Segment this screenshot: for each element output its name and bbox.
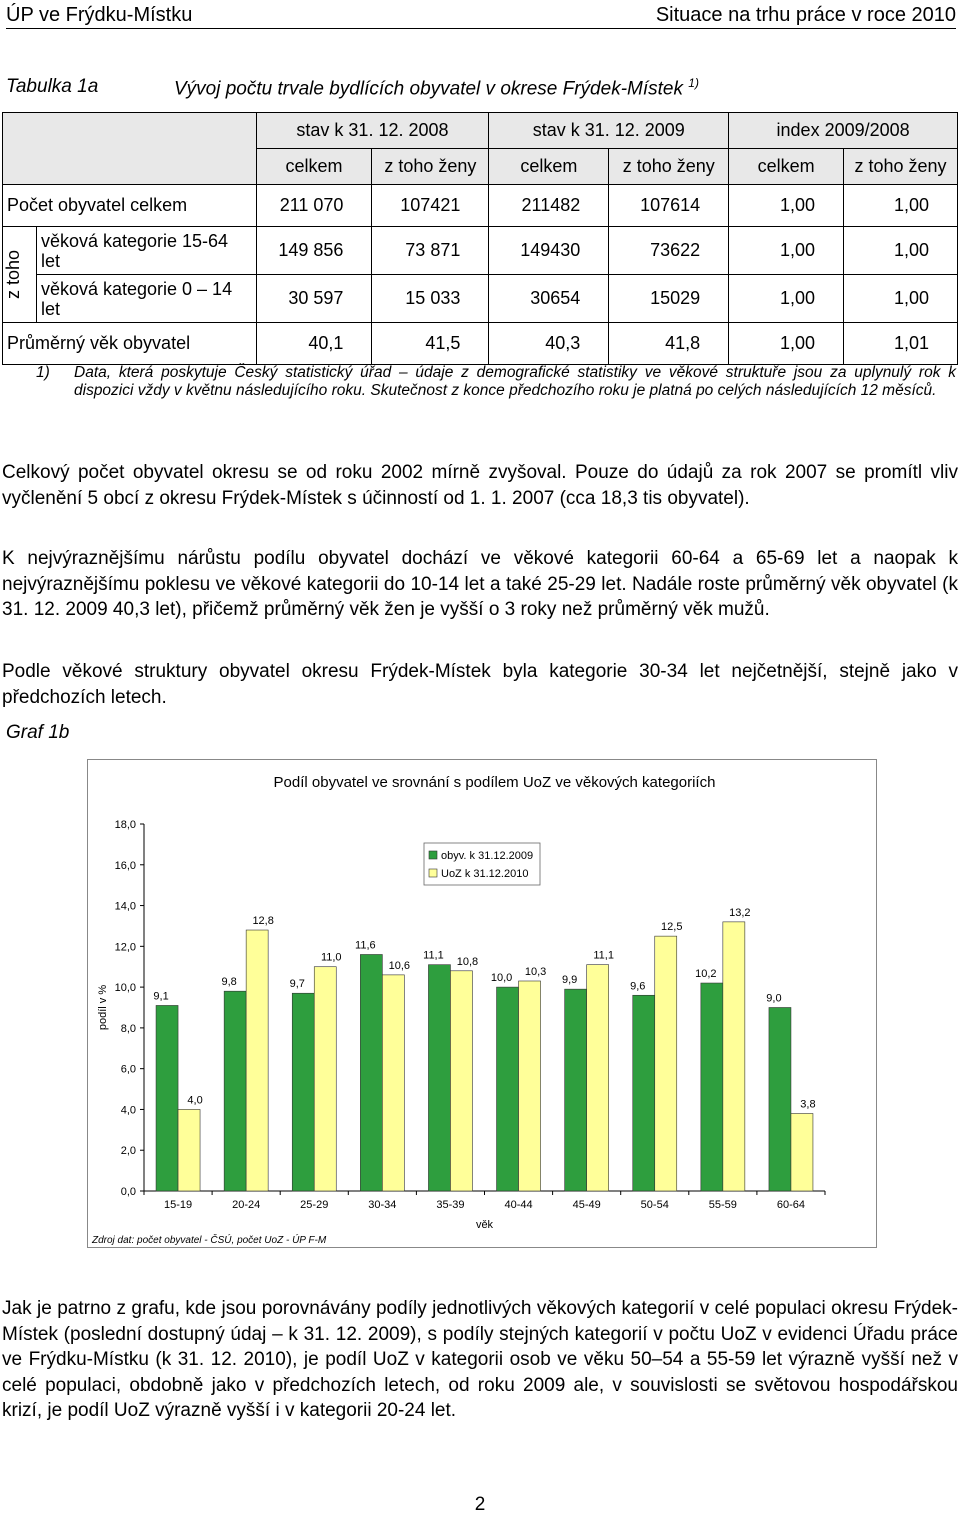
group-header: index 2009/2008	[729, 113, 958, 149]
header-right: Situace na trhu práce v roce 2010	[655, 4, 956, 26]
table-cell: 30654	[489, 275, 609, 323]
x-tick-label: 20-24	[232, 1199, 261, 1211]
table-cell: 40,1	[256, 323, 372, 365]
sub-header: z toho ženy	[609, 149, 729, 185]
table-corner	[3, 113, 257, 185]
x-tick-label: 35-39	[436, 1199, 465, 1211]
population-table	[2, 112, 958, 365]
table-cell: 41,5	[372, 323, 489, 365]
chart-frame	[87, 759, 877, 1248]
y-tick-label: 6,0	[120, 1063, 136, 1076]
data-label: 9,9	[562, 974, 578, 987]
bar	[224, 991, 246, 1191]
x-tick-label: 25-29	[300, 1199, 329, 1211]
bar	[655, 936, 677, 1191]
data-label: 9,0	[766, 992, 782, 1005]
bar	[587, 965, 609, 1191]
row-label: věková kategorie 0 – 14 let	[36, 275, 256, 323]
x-tick-label: 40-44	[504, 1199, 533, 1211]
x-tick-label: 55-59	[708, 1199, 737, 1211]
page-header	[6, 2, 956, 29]
table-label: Tabulka 1a	[6, 76, 99, 97]
table-cell: 1,00	[729, 227, 844, 275]
table-cell: 1,00	[844, 275, 958, 323]
table-cell: 149430	[489, 227, 609, 275]
x-axis-label: věk	[475, 1219, 494, 1231]
legend-swatch	[429, 851, 437, 859]
data-label: 12,5	[661, 921, 683, 934]
data-label: 12,8	[252, 915, 274, 928]
row-label: Počet obyvatel celkem	[3, 185, 257, 227]
legend-label: UoZ k 31.12.2010	[441, 868, 529, 880]
data-label: 9,8	[221, 976, 237, 989]
table-cell: 1,00	[844, 227, 958, 275]
table-cell: 107614	[609, 185, 729, 227]
bar	[246, 930, 268, 1191]
bar	[769, 1008, 791, 1192]
data-label: 11,1	[593, 949, 614, 962]
x-tick-label: 45-49	[572, 1199, 601, 1211]
data-label: 10,6	[388, 959, 411, 972]
bar	[360, 954, 382, 1191]
table-cell: 211 070	[256, 185, 372, 227]
table-cell: 1,00	[729, 323, 844, 365]
bar-chart	[88, 760, 876, 1247]
table-title: Vývoj počtu trvale bydlících obyvatel v okrese Frýdek-Místek $^{1)}$	[174, 76, 699, 100]
x-tick-label: 50-54	[640, 1199, 669, 1211]
y-axis-label: podíl v %	[97, 984, 109, 1031]
table-cell: 1,01	[844, 323, 958, 365]
y-tick-label: 10,0	[114, 982, 136, 995]
bar	[292, 993, 314, 1191]
table-cell: 149 856	[256, 227, 372, 275]
bar	[156, 1005, 178, 1191]
sub-header: z toho ženy	[372, 149, 489, 185]
chart-title: Podíl obyvatel ve srovnání s podílem UoZ ve věkových kategoriích	[273, 774, 716, 791]
paragraph: Podle věkové struktury obyvatel okresu Frýdek-Místek byla kategorie 30-34 let nejčetnější, stejně jako v předchozích letech.	[2, 661, 958, 708]
y-tick-label: 14,0	[114, 900, 136, 913]
data-label: 10,3	[524, 965, 547, 978]
table-cell: 73622	[609, 227, 729, 275]
table-cell: 15 033	[372, 275, 489, 323]
bar	[314, 967, 336, 1191]
bar	[428, 965, 450, 1191]
table-cell: 1,00	[729, 185, 844, 227]
data-label: 11,6	[355, 939, 376, 952]
bar	[701, 983, 723, 1191]
table-cell: 1,00	[844, 185, 958, 227]
group-header: stav k 31. 12. 2008	[256, 113, 489, 149]
data-label: 13,2	[729, 906, 751, 919]
data-label: 10,2	[695, 968, 717, 981]
bar	[382, 975, 404, 1191]
footnote	[36, 364, 956, 400]
y-tick-label: 16,0	[114, 859, 136, 872]
bar	[565, 989, 587, 1191]
bar	[633, 995, 655, 1191]
y-tick-label: 12,0	[114, 941, 136, 954]
data-label: 11,1	[423, 949, 444, 962]
bar	[178, 1109, 200, 1191]
bar	[519, 981, 541, 1191]
table-cell: 15029	[609, 275, 729, 323]
footnote-text: Data, která poskytuje Český statistický úřad – údaje z demografické statistiky ve věkové struktuře jsou za uplynulý rok k dispozici vždy v květnu následujícího roku. Skutečnost z konce předchozího roku je platná po celých následujících 12 měsíců.	[74, 364, 956, 399]
y-tick-label: 4,0	[120, 1104, 136, 1117]
chart-source: Zdroj dat: počet obyvatel - ČSÚ, počet UoZ - ÚP F-M	[92, 1235, 327, 1246]
graph-label: Graf 1b	[6, 722, 70, 743]
data-label: 11,0	[320, 951, 342, 964]
data-label: 9,6	[630, 980, 646, 993]
legend-swatch	[429, 869, 437, 877]
data-label: 4,0	[187, 1094, 203, 1107]
table-cell: 1,00	[729, 275, 844, 323]
x-tick-label: 30-34	[368, 1199, 397, 1211]
table-cell: 30 597	[256, 275, 372, 323]
footnote-number: 1)	[36, 364, 50, 381]
data-label: 9,7	[289, 978, 305, 991]
y-tick-label: 18,0	[114, 819, 136, 831]
table-cell: 211482	[489, 185, 609, 227]
bar	[497, 987, 519, 1191]
sub-header: celkem	[729, 149, 844, 185]
paragraph: Celkový počet obyvatel okresu se od roku 2002 mírně zvyšoval. Pouze do údajů za rok 2007 se promítl vliv vyčlenění 5 obcí z okresu Frýdek-Místek s účinností od 1. 1. 2007 (cca 18,3 tis obyvatel).	[2, 462, 958, 509]
data-label: 10,8	[456, 955, 479, 968]
header-left: ÚP ve Frýdku-Místku	[6, 4, 193, 26]
bar	[791, 1114, 813, 1191]
row-label: věková kategorie 15-64 let	[36, 227, 256, 275]
page-number: 2	[474, 1494, 486, 1515]
sub-header: celkem	[256, 149, 372, 185]
bar	[723, 922, 745, 1191]
z-toho-label: z toho	[3, 249, 23, 300]
group-header: stav k 31. 12. 2009	[489, 113, 729, 149]
table-cell: 73 871	[372, 227, 489, 275]
sub-header: celkem	[489, 149, 609, 185]
data-label: 9,1	[153, 990, 169, 1003]
table-cell: 40,3	[489, 323, 609, 365]
y-tick-label: 8,0	[120, 1022, 136, 1035]
x-tick-label: 60-64	[776, 1199, 806, 1211]
row-label: Průměrný věk obyvatel	[3, 323, 257, 365]
data-label: 3,8	[800, 1098, 816, 1111]
bar	[450, 971, 472, 1191]
y-tick-label: 2,0	[120, 1145, 136, 1158]
paragraph: Jak je patrno z grafu, kde jsou porovnávány podíly jednotlivých věkových kategorií v celé populaci okresu Frýdek-Místek (poslední dostupný údaj – k 31. 12. 2009), s podíly stejných kategorií v počtu UoZ v evidenci Úřadu práce ve Frýdku-Místku (k 31. 12. 2010), je podíl UoZ v kategorii osob ve věku 50–54 a 55-59 let výrazně vyšší než v celé populaci, obdobně jako v předchozích letech, od roku 2009 ale, v souvislosti se světovou hospodářskou krizí, je podíl UoZ výrazně vyšší i v kategorii 20-24 let.	[2, 1298, 958, 1421]
table-cell: 107421	[372, 185, 489, 227]
table-cell: 41,8	[609, 323, 729, 365]
data-label: 10,0	[490, 972, 513, 985]
paragraph: K nejvýraznějšímu nárůstu podílu obyvatel dochází ve věkové kategorii 60-64 a 65-69 let a naopak k nejvýraznějšímu poklesu ve věkové kategorii do 10-14 let a také 25-29 let. Nadále roste průměrný věk obyvatel (k 31. 12. 2009 40,3 let), přičemž průměrný věk žen je vyšší o 3 roky než průměrný věk mužů.	[2, 548, 958, 620]
x-tick-label: 15-19	[163, 1199, 193, 1211]
legend-label: obyv. k 31.12.2009	[441, 850, 534, 862]
sub-header: z toho ženy	[844, 149, 958, 185]
y-tick-label: 0,0	[120, 1186, 136, 1198]
